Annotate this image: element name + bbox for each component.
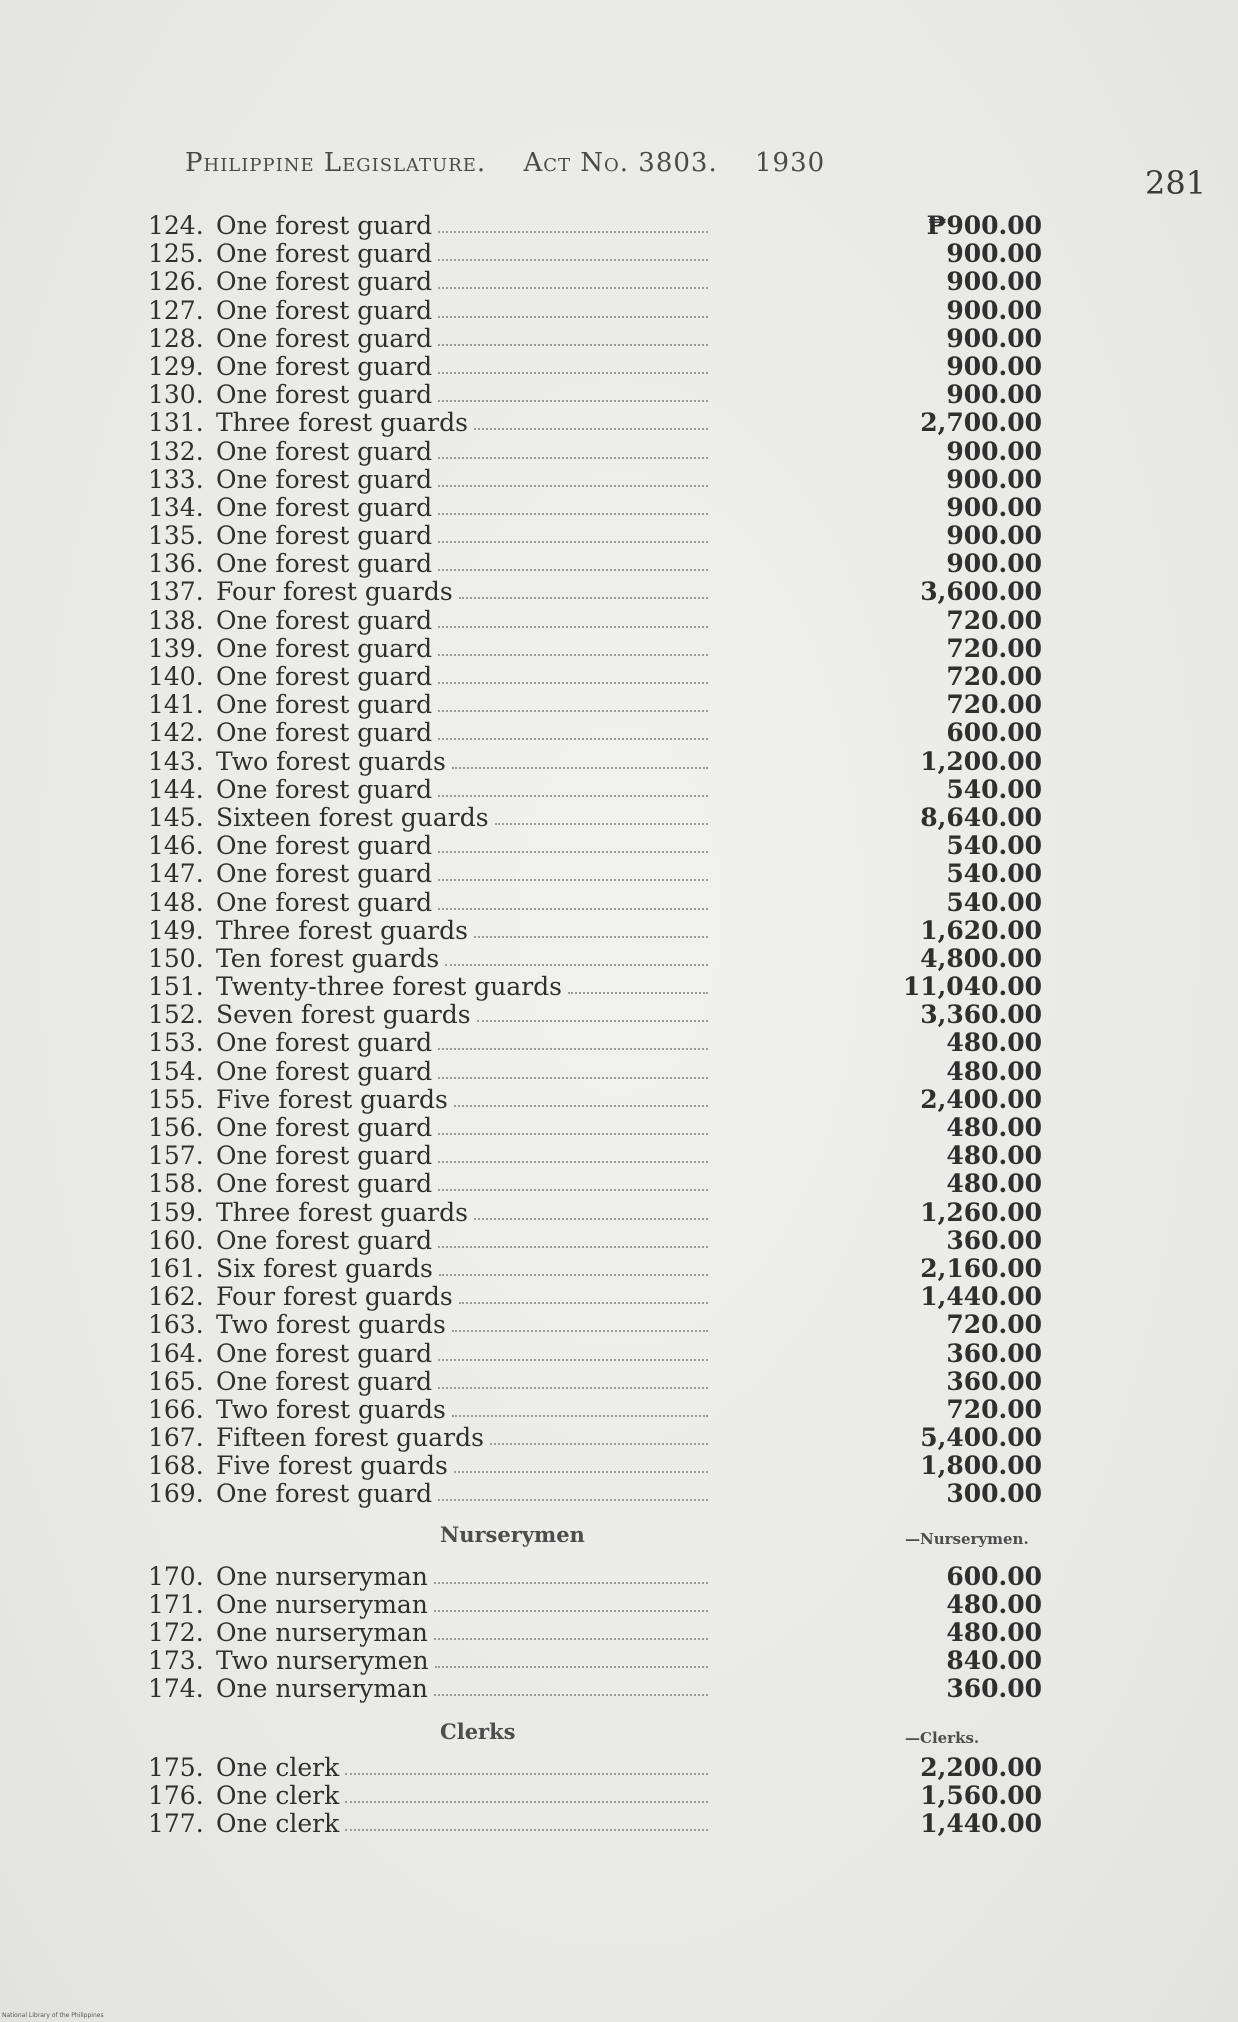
item-description-wrap [216, 776, 856, 804]
table-row [148, 605, 1042, 635]
item-description-wrap [216, 1227, 856, 1255]
item-number: 153. [148, 1028, 204, 1058]
table-row [148, 1056, 1042, 1086]
table-row [148, 1590, 1042, 1619]
item-description: One forest guard [216, 1029, 433, 1058]
item-amount: 600.00 [946, 1562, 1042, 1591]
table-row [148, 1225, 1042, 1255]
header-title: Philippine Legislature. [185, 148, 487, 178]
item-amount: 2,700.00 [920, 408, 1042, 438]
table-row [148, 1338, 1042, 1368]
item-description-wrap [216, 1810, 856, 1838]
item-description-wrap [216, 578, 856, 606]
item-description-wrap [216, 1647, 856, 1675]
table-row [148, 1646, 1042, 1675]
item-number: 133. [148, 464, 204, 494]
header-act: Act No. 3803. [523, 148, 718, 178]
table-row [148, 380, 1042, 410]
item-description: One forest guard [216, 606, 433, 635]
item-description: Three forest guards [216, 409, 468, 438]
item-number: 171. [148, 1590, 204, 1619]
item-description: One forest guard [216, 465, 433, 494]
table-row [148, 211, 1042, 240]
item-amount: 720.00 [946, 605, 1042, 635]
item-description: Four forest guards [216, 1283, 453, 1312]
item-description: One forest guard [216, 1170, 433, 1199]
item-description: Five forest guards [216, 1452, 448, 1481]
item-amount: 480.00 [946, 1618, 1042, 1647]
item-amount: 900.00 [946, 549, 1042, 579]
table-row [148, 1618, 1042, 1647]
item-description-wrap [216, 607, 856, 635]
item-number: 126. [148, 267, 204, 297]
item-description-wrap [216, 1563, 856, 1591]
item-amount: 900.00 [946, 239, 1042, 269]
item-number: 157. [148, 1141, 204, 1171]
item-amount: 480.00 [946, 1590, 1042, 1619]
item-description-wrap [216, 240, 856, 268]
item-amount: 720.00 [946, 662, 1042, 691]
item-description: Five forest guards [216, 1085, 448, 1114]
clerks-heading: Clerks [440, 1719, 516, 1744]
item-description: One nurseryman [216, 1619, 428, 1647]
item-amount: 2,200.00 [920, 1753, 1042, 1782]
table-row [148, 1253, 1042, 1283]
item-number: 155. [148, 1084, 204, 1114]
item-number: 125. [148, 239, 204, 269]
item-amount: 3,360.00 [920, 1000, 1042, 1030]
item-amount: 720.00 [946, 1394, 1042, 1424]
item-amount: 480.00 [946, 1169, 1042, 1199]
item-number: 166. [148, 1394, 204, 1424]
item-description: One forest guard [216, 832, 433, 861]
table-row [148, 774, 1042, 804]
item-number: 154. [148, 1056, 204, 1086]
table-row [148, 521, 1042, 551]
item-description-wrap [216, 268, 856, 296]
item-amount: 360.00 [946, 1366, 1042, 1396]
item-number: 175. [148, 1753, 204, 1782]
item-amount: 480.00 [946, 1028, 1042, 1058]
item-description: One clerk [216, 1810, 340, 1838]
item-description-wrap [216, 1311, 856, 1339]
table-row [148, 408, 1042, 438]
table-row [148, 1028, 1042, 1058]
item-description-wrap [216, 212, 856, 240]
item-description-wrap [216, 1058, 856, 1086]
nurserymen-marginal-note: —Nurserymen. [905, 1530, 1029, 1548]
item-description-wrap [216, 1452, 856, 1480]
item-amount: 4,800.00 [920, 943, 1042, 973]
item-description-wrap [216, 466, 856, 494]
item-number: 139. [148, 633, 204, 663]
table-row [148, 662, 1042, 691]
item-number: 173. [148, 1646, 204, 1675]
item-number: 145. [148, 802, 204, 832]
item-number: 176. [148, 1781, 204, 1810]
item-description-wrap [216, 804, 856, 832]
item-description-wrap [216, 663, 856, 691]
item-description-wrap [216, 494, 856, 522]
item-description-wrap [216, 889, 856, 917]
table-row [148, 1113, 1042, 1142]
item-number: 147. [148, 859, 204, 889]
item-number: 130. [148, 380, 204, 410]
item-description: One forest guard [216, 1367, 433, 1396]
item-amount: 720.00 [946, 1310, 1042, 1340]
item-description-wrap [216, 748, 856, 776]
item-amount: 1,800.00 [920, 1451, 1042, 1481]
item-description: One forest guard [216, 860, 433, 889]
item-description: One forest guard [216, 324, 433, 353]
item-description: One forest guard [216, 1114, 433, 1142]
table-row [148, 1562, 1042, 1591]
table-row [148, 464, 1042, 494]
item-description-wrap [216, 522, 856, 550]
table-row [148, 267, 1042, 297]
table-row [148, 1169, 1042, 1199]
item-number: 137. [148, 577, 204, 607]
table-row [148, 1366, 1042, 1396]
item-amount: 900.00 [946, 295, 1042, 325]
item-number: 168. [148, 1451, 204, 1481]
item-number: 134. [148, 492, 204, 522]
item-description-wrap [216, 297, 856, 325]
item-description-wrap [216, 1170, 856, 1198]
item-description-wrap [216, 1340, 856, 1368]
item-description: Four forest guards [216, 578, 453, 607]
item-number: 127. [148, 295, 204, 325]
item-number: 144. [148, 774, 204, 804]
item-number: 140. [148, 662, 204, 691]
item-amount: 720.00 [946, 633, 1042, 663]
item-description-wrap [216, 1086, 856, 1114]
table-row [148, 943, 1042, 973]
item-description: One forest guard [216, 381, 433, 410]
item-description: One forest guard [216, 1226, 433, 1255]
item-number: 136. [148, 549, 204, 579]
item-number: 174. [148, 1674, 204, 1703]
item-description: Two nurserymen [216, 1647, 429, 1675]
item-description-wrap [216, 1782, 856, 1810]
item-number: 141. [148, 690, 204, 720]
table-row [148, 690, 1042, 720]
item-description-wrap [216, 945, 856, 973]
item-description-wrap [216, 917, 856, 945]
item-number: 170. [148, 1562, 204, 1591]
table-row [148, 1781, 1042, 1810]
item-description: One forest guard [216, 550, 433, 579]
item-description-wrap [216, 1001, 856, 1029]
item-description: One forest guard [216, 888, 433, 917]
item-description: One forest guard [216, 1142, 433, 1171]
item-number: 169. [148, 1479, 204, 1509]
item-description: One forest guard [216, 1339, 433, 1368]
table-row [148, 1197, 1042, 1227]
item-description: One clerk [216, 1754, 340, 1782]
item-number: 131. [148, 408, 204, 438]
item-amount: 360.00 [946, 1674, 1042, 1703]
item-description-wrap [216, 1199, 856, 1227]
item-number: 177. [148, 1809, 204, 1838]
item-number: 146. [148, 831, 204, 861]
item-number: 162. [148, 1282, 204, 1312]
item-number: 172. [148, 1618, 204, 1647]
item-description: One nurseryman [216, 1591, 428, 1619]
table-row [148, 1000, 1042, 1030]
item-description: Fifteen forest guards [216, 1424, 484, 1453]
item-description-wrap [216, 1675, 856, 1703]
item-description: Three forest guards [216, 1198, 468, 1227]
item-description: One forest guard [216, 352, 433, 381]
table-row [148, 1423, 1042, 1453]
item-number: 165. [148, 1366, 204, 1396]
item-amount: 300.00 [946, 1479, 1042, 1509]
item-amount: 540.00 [946, 859, 1042, 889]
item-description: One forest guard [216, 296, 433, 325]
item-description-wrap [216, 1480, 856, 1508]
item-amount: 900.00 [946, 464, 1042, 494]
item-description: One nurseryman [216, 1675, 428, 1703]
item-amount: 3,600.00 [920, 577, 1042, 607]
item-amount: 540.00 [946, 831, 1042, 861]
nurserymen-list [148, 1562, 1042, 1703]
item-number: 158. [148, 1169, 204, 1199]
table-row [148, 1310, 1042, 1340]
table-row [148, 577, 1042, 607]
forest-guards-list [148, 211, 1042, 1509]
item-description: One forest guard [216, 212, 433, 240]
item-amount: 1,200.00 [920, 746, 1042, 776]
item-description: One nurseryman [216, 1563, 428, 1591]
item-description-wrap [216, 1255, 856, 1283]
table-row [148, 887, 1042, 917]
item-amount: 480.00 [946, 1141, 1042, 1171]
item-description: One forest guard [216, 1057, 433, 1086]
table-row [148, 718, 1042, 748]
item-number: 138. [148, 605, 204, 635]
item-amount: 600.00 [946, 718, 1042, 748]
item-number: 151. [148, 972, 204, 1002]
table-row [148, 1479, 1042, 1509]
item-description: One clerk [216, 1782, 340, 1810]
item-description: One forest guard [216, 691, 433, 720]
item-amount: 900.00 [946, 521, 1042, 551]
item-description: One forest guard [216, 719, 433, 748]
table-row [148, 492, 1042, 522]
item-number: 135. [148, 521, 204, 551]
table-row [148, 239, 1042, 269]
item-description: Two forest guards [216, 1311, 446, 1340]
table-row [148, 1282, 1042, 1312]
item-description: One forest guard [216, 268, 433, 297]
item-description-wrap [216, 1396, 856, 1424]
item-description: One forest guard [216, 437, 433, 466]
item-amount: 1,260.00 [920, 1197, 1042, 1227]
item-amount: 5,400.00 [920, 1423, 1042, 1453]
item-description-wrap [216, 1142, 856, 1170]
item-description-wrap [216, 1368, 856, 1396]
item-amount: 480.00 [946, 1056, 1042, 1086]
table-row [148, 746, 1042, 776]
item-amount: 1,440.00 [920, 1809, 1042, 1838]
item-description-wrap [216, 635, 856, 663]
item-amount: 540.00 [946, 774, 1042, 804]
item-description-wrap [216, 1114, 856, 1142]
table-row [148, 1753, 1042, 1782]
table-row [148, 915, 1042, 945]
item-description-wrap [216, 1619, 856, 1647]
item-number: 142. [148, 718, 204, 748]
item-amount: 900.00 [946, 380, 1042, 410]
item-amount: 1,620.00 [920, 915, 1042, 945]
item-number: 152. [148, 1000, 204, 1030]
item-number: 148. [148, 887, 204, 917]
table-row [148, 436, 1042, 466]
table-row [148, 859, 1042, 889]
item-amount: 900.00 [946, 492, 1042, 522]
item-description-wrap [216, 381, 856, 409]
item-amount: 900.00 [946, 351, 1042, 381]
item-description: One forest guard [216, 522, 433, 551]
item-description-wrap [216, 1591, 856, 1619]
item-description-wrap [216, 1424, 856, 1452]
table-row [148, 1451, 1042, 1481]
table-row [148, 972, 1042, 1002]
item-description: One forest guard [216, 240, 433, 269]
table-row [148, 1141, 1042, 1171]
item-amount: 1,440.00 [920, 1282, 1042, 1312]
clerks-marginal-note: —Clerks. [905, 1729, 980, 1747]
item-description: Twenty-three forest guards [216, 973, 562, 1002]
clerks-list [148, 1753, 1042, 1838]
item-description: Sixteen forest guards [216, 803, 489, 832]
item-amount: 840.00 [946, 1646, 1042, 1675]
item-number: 132. [148, 436, 204, 466]
item-amount: 2,400.00 [920, 1084, 1042, 1114]
item-amount: 2,160.00 [920, 1253, 1042, 1283]
item-amount: 900.00 [946, 323, 1042, 353]
item-number: 159. [148, 1197, 204, 1227]
item-description: One forest guard [216, 1480, 433, 1509]
table-row [148, 802, 1042, 832]
table-row [148, 1674, 1042, 1703]
item-number: 161. [148, 1253, 204, 1283]
item-amount: 8,640.00 [920, 802, 1042, 832]
item-description: One forest guard [216, 634, 433, 663]
item-amount: 900.00 [946, 267, 1042, 297]
item-number: 128. [148, 323, 204, 353]
nurserymen-heading: Nurserymen [440, 1522, 585, 1547]
item-description-wrap [216, 325, 856, 353]
scan-credit: National Library of the Philippines [2, 2012, 104, 2019]
item-description-wrap [216, 719, 856, 747]
item-number: 164. [148, 1338, 204, 1368]
item-description-wrap [216, 409, 856, 437]
table-row [148, 1084, 1042, 1114]
item-description: Two forest guards [216, 1395, 446, 1424]
item-description: One forest guard [216, 493, 433, 522]
table-row [148, 549, 1042, 579]
item-description: Six forest guards [216, 1254, 433, 1283]
item-description: One forest guard [216, 663, 433, 691]
item-number: 143. [148, 746, 204, 776]
item-amount: 360.00 [946, 1338, 1042, 1368]
item-amount: 360.00 [946, 1225, 1042, 1255]
item-number: 156. [148, 1113, 204, 1142]
item-description-wrap [216, 832, 856, 860]
item-description-wrap [216, 353, 856, 381]
item-description: Ten forest guards [216, 944, 440, 973]
item-amount: 900.00 [946, 436, 1042, 466]
item-number: 150. [148, 943, 204, 973]
table-row [148, 295, 1042, 325]
running-header [185, 148, 1185, 188]
item-amount: 480.00 [946, 1113, 1042, 1142]
table-row [148, 633, 1042, 663]
item-description: Three forest guards [216, 916, 468, 945]
item-amount: 11,040.00 [902, 972, 1042, 1002]
item-number: 129. [148, 351, 204, 381]
table-row [148, 1809, 1042, 1838]
item-description-wrap [216, 438, 856, 466]
page-number: 281 [1145, 164, 1207, 202]
item-number: 163. [148, 1310, 204, 1340]
item-number: 149. [148, 915, 204, 945]
item-amount: 540.00 [946, 887, 1042, 917]
item-amount: 720.00 [946, 690, 1042, 720]
item-description-wrap [216, 860, 856, 888]
item-description-wrap [216, 550, 856, 578]
item-description-wrap [216, 1029, 856, 1057]
table-row [148, 323, 1042, 353]
item-number: 124. [148, 211, 204, 240]
item-description-wrap [216, 973, 856, 1001]
table-row [148, 351, 1042, 381]
item-description: Seven forest guards [216, 1001, 471, 1030]
item-number: 160. [148, 1225, 204, 1255]
item-description: One forest guard [216, 775, 433, 804]
table-row [148, 831, 1042, 861]
item-description-wrap [216, 1283, 856, 1311]
table-row [148, 1394, 1042, 1424]
item-amount: ₱900.00 [926, 211, 1042, 240]
item-description: Two forest guards [216, 747, 446, 776]
item-amount: 1,560.00 [920, 1781, 1042, 1810]
header-year: 1930 [755, 148, 826, 178]
item-description-wrap [216, 1754, 856, 1782]
item-number: 167. [148, 1423, 204, 1453]
item-description-wrap [216, 691, 856, 719]
